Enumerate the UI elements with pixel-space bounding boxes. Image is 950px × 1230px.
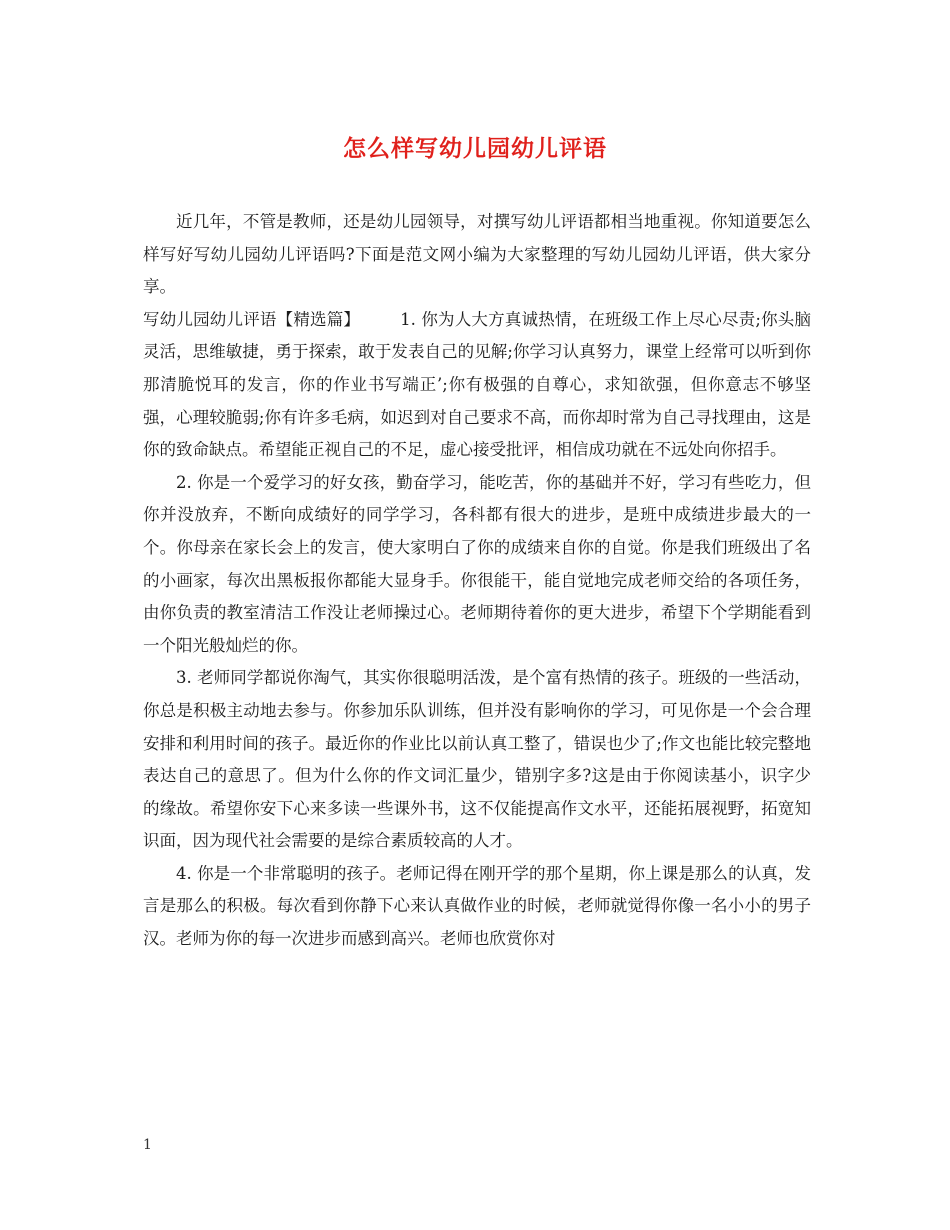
item-1-paragraph <box>143 304 811 467</box>
document-title: 怎么样写幼儿园幼儿评语 <box>343 135 607 162</box>
item-4-paragraph: 4. 你是一个非常聪明的孩子。老师记得在刚开学的那个星期，你上课是那么的认真，发言是那么的积极。每次看到你静下心来认真做作业的时候，老师就觉得你像一名小小的男子汉。老师为你的每一次进步而感到高兴。老师也欣赏你对 <box>143 863 811 949</box>
intro-paragraph: 近几年，不管是教师，还是幼儿园领导，对撰写幼儿评语都相当地重视。你知道要怎么样写好写幼儿园幼儿评语吗?下面是范文网小编为大家整理的写幼儿园幼儿评语，供大家分享。 <box>143 212 811 297</box>
page-number: 1 <box>143 1137 152 1153</box>
section-label: 写幼儿园幼儿评语【精选篇】 <box>143 309 361 329</box>
item-3-paragraph: 3. 老师同学都说你淘气，其实你很聪明活泼，是个富有热情的孩子。班级的一些活动，你总是积极主动地去参与。你参加乐队训练，但并没有影响你的学习，可见你是一个会合理安排和利用时间的孩子。最近你的作业比以前认真工整了，错误也少了;作文也能比较完整地表达自己的意思了。但为什么你的作文词汇量少，错别字多?这是由于你阅读基小，识字少的缘故。希望你安下心来多读一些课外书，这不仅能提高作文水平，还能拓展视野，拓宽知识面，因为现代社会需要的是综合素质较高的人才。 <box>143 668 811 851</box>
item-1-text: 1. 你为人大方真诚热情，在班级工作上尽心尽责;你头脑灵活，思维敏捷，勇于探索，敢于发表自己的见解;你学习认真努力，课堂上经常可以听到你那清脆悦耳的发言，你的作业书写端正’;你有极强的自尊心，求知欲强，但你意志不够坚强，心理较脆弱;你有许多毛病，如迟到对自己要求不高，而你却时常为自己寻找理由，这是你的致命缺点。希望能正视自己的不足，虚心接受批评，相信成功就在不远处向你招手。 <box>143 309 812 460</box>
item-2-paragraph: 2. 你是一个爱学习的好女孩，勤奋学习，能吃苦，你的基础并不好，学习有些吃力，但你并没放弃，不断向成绩好的同学学习，各科都有很大的进步，是班中成绩进步最大的一个。你母亲在家长会上的发言，使大家明白了你的成绩来自你的自觉。你是我们班级出了名的小画家，每次出黑板报你都能大显身手。你很能干，能自觉地完成老师交给的各项任务，由你负责的教室清洁工作没让老师操过心。老师期待着你的更大进步，希望下个学期能看到一个阳光般灿烂的你。 <box>143 472 811 655</box>
document-body <box>143 206 811 956</box>
